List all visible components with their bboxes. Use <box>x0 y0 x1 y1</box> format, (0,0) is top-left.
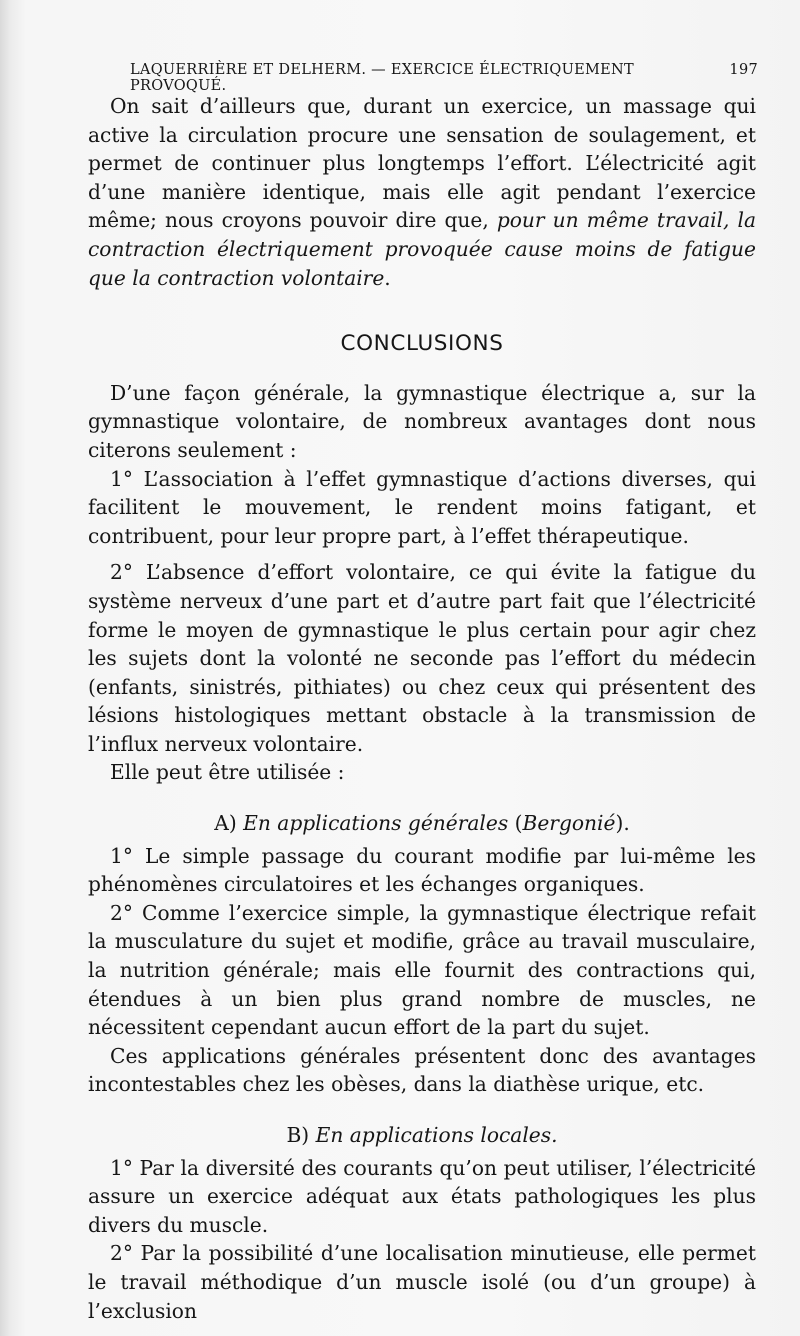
subheading-a <box>88 809 756 838</box>
body-text <box>88 92 756 1325</box>
section-a-point-2: 2° Comme l’exercice simple, la gymnastique électrique refait la musculature du sujet et modifie, grâce au travail musculaire, la nutrition générale; mais elle fournit des contractions qui, étendues à un bien plus grand nombre de muscles, ne nécessitent cependant aucun effort de la part du sujet. <box>88 900 756 1040</box>
subheading-b-label: B) <box>286 1123 310 1147</box>
intro-italic-conclusion: pour un même travail, la contraction électriquement provoquée cause moins de fatigue que la contraction volontaire <box>88 208 757 290</box>
usage-line: Elle peut être utilisée : <box>110 760 345 785</box>
section-a-summary: Ces applications générales présentent donc des avantages incontestables chez les obèses, dans la diathèse urique, etc. <box>88 1043 756 1097</box>
running-header <box>130 62 758 94</box>
conclusion-point-1: 1° L’association à l’effet gymnastique d’actions diverses, qui facilitent le mouvement, le rendent moins fatigant, et contribuent, pour leur propre part, à l’effet thérapeutique. <box>88 466 756 548</box>
subheading-a-label: A) <box>214 811 237 836</box>
section-b-point-1: 1° Par la diversité des courants qu’on peut utiliser, l’électricité assure un exercice adéquat aux états pathologiques les plus divers du muscle. <box>88 1155 756 1237</box>
intro-end: . <box>384 265 391 290</box>
intro-text: On sait d’ailleurs que, durant un exercice, un massage qui active la circulation procure une sensation de soulagement, et permet de continuer plus longtemps l’effort. L’électricité agit d’une manière identique, mais elle agit pendant l’exercice même; nous croyons pouvoir dire que, <box>88 94 756 233</box>
section-title-conclusions: CONCLUSIONS <box>340 331 504 357</box>
subheading-a-paren-open: ( <box>514 811 523 836</box>
section-b-point-2: 2° Par la possibilité d’une localisation minutieuse, elle permet le travail méthodique d’un muscle isolé (ou d’un groupe) à l’exclusion <box>88 1241 756 1323</box>
conclusion-point-2: 2° L’absence d’effort volontaire, ce qui évite la fatigue du système nerveux d’une part et d’autre part fait que l’électricité forme le moyen de gymnastique le plus certain pour agir chez les sujets dont la volonté ne seconde pas l’effort du médecin (enfants, sinistrés, pithiates) ou chez ceux qui présentent des lésions histologiques mettant obstacle à la transmission de l’influx nerveux volontaire. <box>88 560 756 756</box>
section-a-point-1: 1° Le simple passage du courant modifie par lui-même les phénomènes circulatoires et les échanges organiques. <box>88 843 756 897</box>
running-title: LAQUERRIÈRE ET DELHERM. — EXERCICE ÉLECTRIQUEMENT PROVOQUÉ. <box>130 62 634 94</box>
subheading-a-author: Bergonié <box>522 811 616 836</box>
intro-paragraph <box>88 92 756 292</box>
subheading-b <box>88 1121 756 1150</box>
subheading-a-title: En applications générales <box>243 811 509 836</box>
conclusions-lead: D’une façon générale, la gymnastique électrique a, sur la gymnastique volontaire, de nombreux avantages dont nous citerons seulement : <box>88 380 756 462</box>
subheading-b-title: En applications locales. <box>315 1123 558 1147</box>
subheading-a-paren-close: ). <box>615 811 630 836</box>
page-number: 197 <box>729 62 758 78</box>
